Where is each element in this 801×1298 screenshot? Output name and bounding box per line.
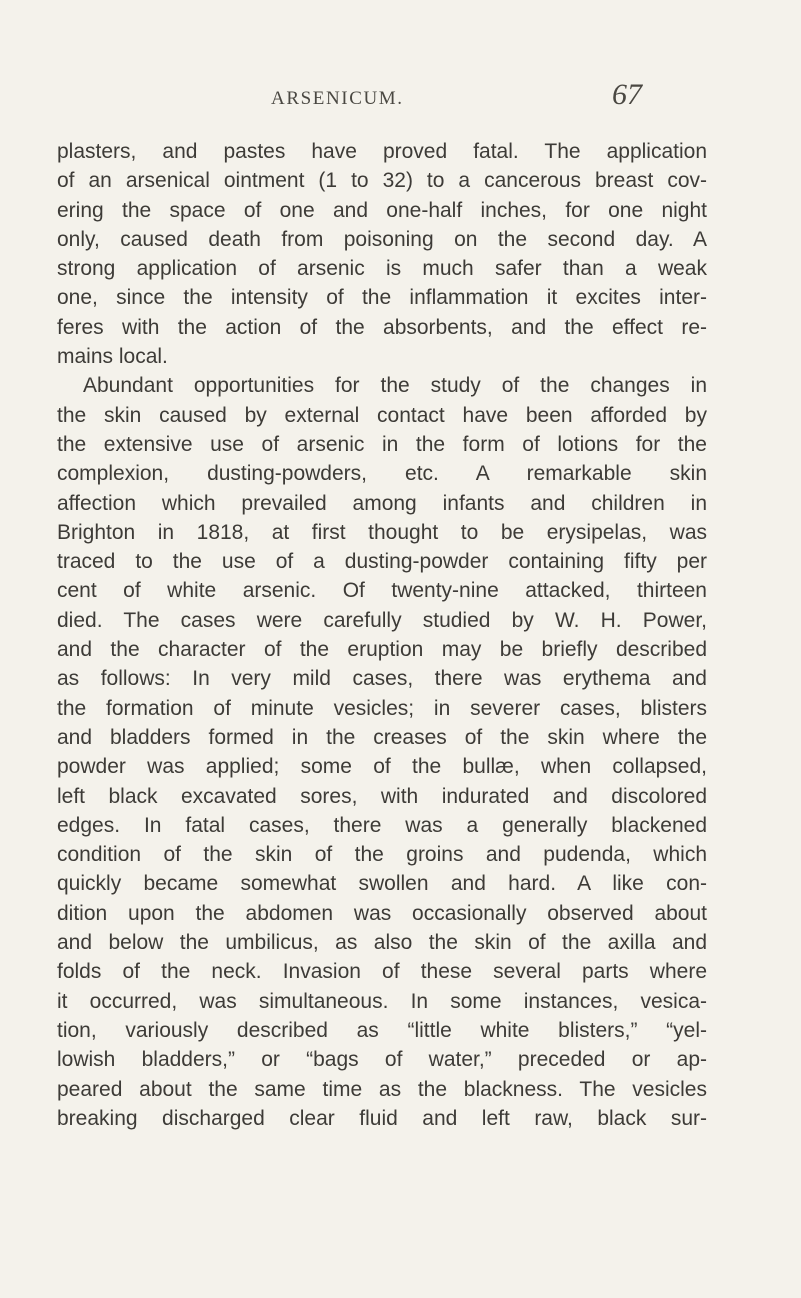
text-line: powder was applied; some of the bullæ, when collapsed, [57, 755, 707, 779]
text-line: one, since the intensity of the inflammation it excites inter- [57, 286, 707, 310]
text-line: condition of the skin of the groins and pudenda, which [57, 843, 707, 867]
running-title: ARSENICUM. [271, 88, 404, 109]
paragraph-start-line: Abundant opportunities for the study of the changes in [83, 374, 707, 398]
text-line: folds of the neck. Invasion of these several parts where [57, 960, 707, 984]
text-line: affection which prevailed among infants and children in [57, 491, 707, 515]
text-line: tion, variously described as “little white blisters,” “yel- [57, 1018, 707, 1042]
text-line: traced to the use of a dusting-powder containing fifty per [57, 550, 707, 574]
text-line: feres with the action of the absorbents, and the effect re- [57, 315, 707, 339]
text-line: dition upon the abdomen was occasionally observed about [57, 901, 707, 925]
text-line: it occurred, was simultaneous. In some instances, vesica- [57, 989, 707, 1013]
text-line: lowish bladders,” or “bags of water,” preceded or ap- [57, 1048, 707, 1072]
text-line: cent of white arsenic. Of twenty-nine attacked, thirteen [57, 579, 707, 603]
text-line: mains local. [57, 345, 168, 369]
text-line: strong application of arsenic is much safer than a weak [57, 257, 707, 281]
text-line: of an arsenical ointment (1 to 32) to a cancerous breast cov- [57, 169, 707, 193]
text-line: and bladders formed in the creases of the skin where the [57, 725, 707, 749]
text-line: breaking discharged clear fluid and left raw, black sur- [57, 1106, 707, 1130]
running-header [0, 74, 801, 110]
text-line: ering the space of one and one-half inches, for one night [57, 198, 707, 222]
text-line: the extensive use of arsenic in the form of lotions for the [57, 432, 707, 456]
page-number: 67 [612, 78, 642, 111]
text-line: the skin caused by external contact have been afforded by [57, 403, 707, 427]
text-line: died. The cases were carefully studied by W. H. Power, [57, 608, 707, 632]
text-line: Brighton in 1818, at first thought to be erysipelas, was [57, 520, 707, 544]
text-line: plasters, and pastes have proved fatal. The application [57, 140, 707, 163]
text-line: edges. In fatal cases, there was a generally blackened [57, 813, 707, 837]
text-line: only, caused death from poisoning on the second day. A [57, 227, 707, 251]
text-line: peared about the same time as the blackness. The vesicles [57, 1077, 707, 1101]
text-line: complexion, dusting-powders, etc. A remarkable skin [57, 462, 707, 486]
text-line: as follows: In very mild cases, there was erythema and [57, 667, 707, 691]
text-line: and below the umbilicus, as also the skin of the axilla and [57, 931, 707, 955]
text-line: the formation of minute vesicles; in severer cases, blisters [57, 696, 707, 720]
text-line: left black excavated sores, with indurated and discolored [57, 784, 707, 808]
text-line: and the character of the eruption may be briefly described [57, 638, 707, 662]
text-line: quickly became somewhat swollen and hard. A like con- [57, 872, 707, 896]
body-text [57, 137, 707, 1133]
